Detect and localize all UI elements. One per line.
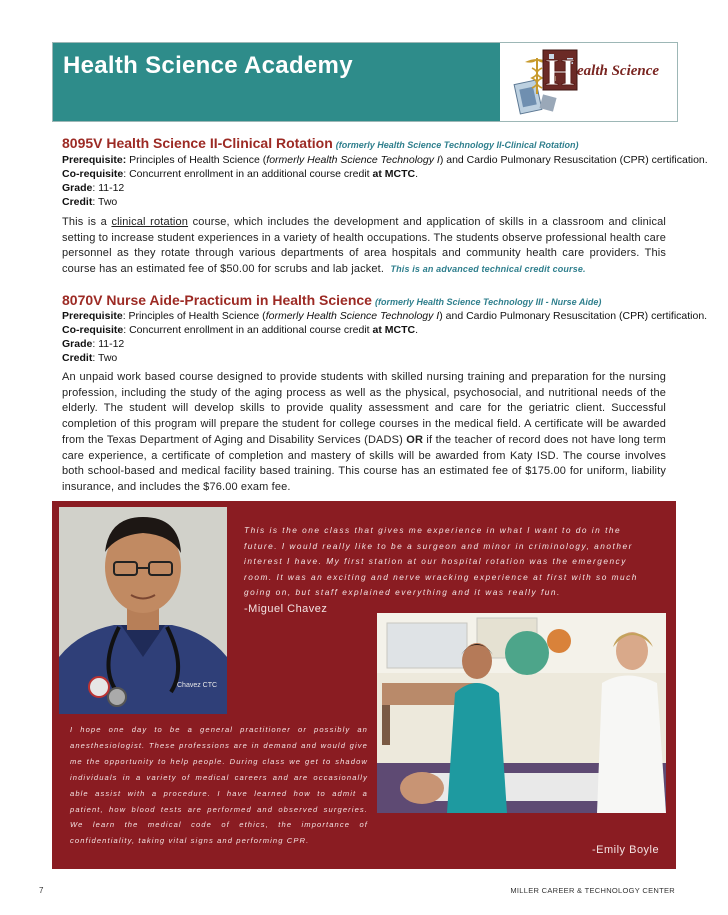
- nurse-teal-scrubs: [447, 683, 507, 813]
- course1-description: This is a clinical rotation course, which includes the development and application of skills in a classroom and clinical setting to increase student experiences in a variety of health occupations. The students observe professional health care personnel as they rotate through various departments of area hospitals and community health care providers. This course has an estimated fee of $50.00 for scrubs and lab jacket. This is an advanced technical credit course.: [62, 216, 667, 276]
- author-miguel: -Miguel Chavez: [244, 603, 328, 615]
- patch-badge: [89, 677, 109, 697]
- health-science-logo: [511, 46, 671, 118]
- logo-letter: H: [545, 52, 575, 94]
- page-number: 7: [39, 886, 44, 895]
- nurse-white: [597, 676, 666, 814]
- exercise-ball: [505, 631, 549, 675]
- testimonial-panel: [52, 501, 676, 869]
- course2-title: 8070V Nurse Aide-Practicum in Health Science (formerly Health Science Technology III - Nurse Aide): [62, 292, 602, 308]
- student-photo-miguel: [59, 507, 227, 717]
- course1-title: 8095V Health Science II-Clinical Rotation (formerly Health Science Technology II-Clinical Rotation): [62, 135, 579, 151]
- header-band: [53, 43, 500, 121]
- quote-emily: I hope one day to be a general practitioner or possibly an anesthesiologist. These professions are in demand and would give me the opportunity to help people. During class we get to shadow individuals in a variety of medical careers and are occasionally able assist with a procedure. I have learned how to admit a patient, how blood tests are performed and observed surgeries. We learn the medical code of ethics, the importance of confidentiality, taking vital signs and performing CPR.: [70, 725, 368, 846]
- footer-center-name: MILLER CAREER & TECHNOLOGY CENTER: [510, 886, 675, 895]
- logo-text: ealth Science: [577, 63, 660, 79]
- course1-formerly: (formerly Health Science Technology II-Clinical Rotation): [335, 140, 579, 150]
- course1-coreq: Co-requisite: Concurrent enrollment in an additional course credit at MCTC.: [62, 168, 418, 180]
- academy-header: [52, 42, 678, 122]
- course2-coreq: Co-requisite: Concurrent enrollment in an additional course credit at MCTC.: [62, 324, 418, 336]
- course2-formerly: (formerly Health Science Technology III - Nurse Aide): [374, 297, 602, 307]
- course2-credit: Credit: Two: [62, 352, 118, 364]
- course1-credit: Credit: Two: [62, 196, 118, 208]
- course2-grade: Grade: 11-12: [62, 338, 125, 350]
- quote-miguel: This is the one class that gives me experience in what I want to do in the future. I would really like to be a surgeon and minor in criminology, another interest I have. My first station at our hospital rotation was the emergency room. It was an exciting and nerve wracking experience at first with so much going on, but staff explained everything and it was really fun.: [244, 525, 638, 597]
- course2-description: An unpaid work based course designed to provide students with skilled nursing training and preparation for the nursing profession, including the study of the aging process as well as the physical, psychosocial, and nutritional needs of the elderly. The student will develop skills to provide quality assessment and care for the geriatric client. Successful completion of this program will prepare the student for college courses in the medical field. A certificate will be awarded from the Texas Department of Aging and Disability Services (DADS) OR if the teacher of record does not have long term care experience, a certificate of completion and mastery of skills will be awarded from Katy ISD. The course involves both school-based and medical facility based training. This course has an estimated fee of $175.00 for uniform, liability insurance, and includes the $76.00 exam fee.: [62, 371, 666, 493]
- course2-prereq: Prerequisite: Principles of Health Science (formerly Health Science Technology I) and Cardio Pulmonary Resuscitation (CPR) certification.: [62, 310, 708, 322]
- name-badge: Chavez CTC: [177, 682, 218, 689]
- course1-grade: Grade: 11-12: [62, 182, 125, 194]
- author-emily: -Emily Boyle: [592, 844, 660, 856]
- page-title: Health Science Academy: [63, 52, 353, 79]
- clinical-rotation-term: clinical rotation: [111, 216, 189, 228]
- course1-prereq: Prerequisite: Principles of Health Science (formerly Health Science Technology I) and Cardio Pulmonary Resuscitation (CPR) certification.: [62, 154, 708, 166]
- course1-note: This is an advanced technical credit course.: [390, 264, 586, 275]
- student-photo-emily: [377, 613, 666, 813]
